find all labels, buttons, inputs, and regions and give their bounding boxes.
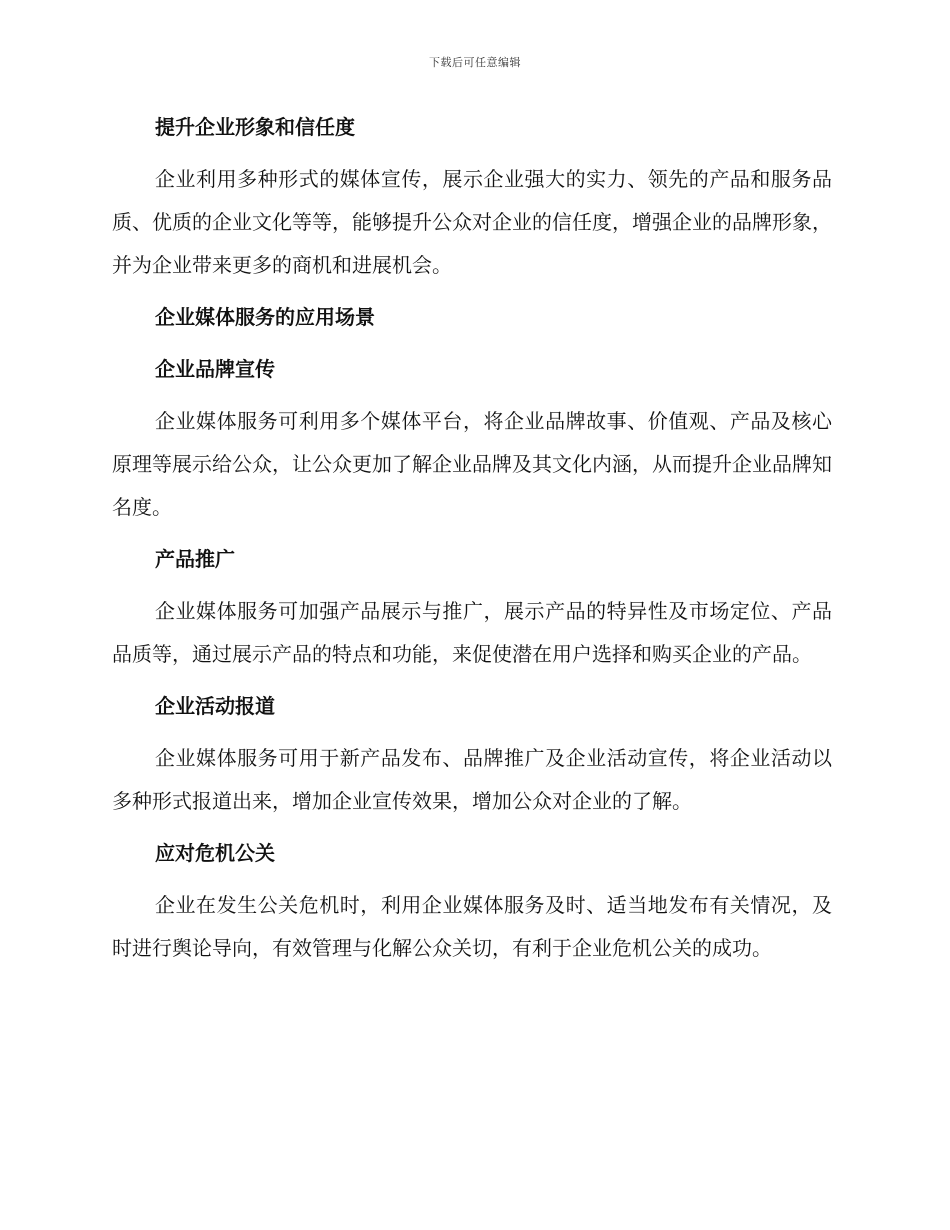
paragraph-brand-promotion: 企业媒体服务可利用多个媒体平台，将企业品牌故事、价值观、产品及核心原理等展示给公众，让公众更加了解企业品牌及其文化内涵，从而提升企业品牌知名度。: [112, 409, 832, 519]
section-heading-crisis-pr: 应对危机公关: [155, 841, 275, 865]
paragraph-product-promotion: 企业媒体服务可加强产品展示与推广，展示产品的特异性及市场定位、产品品质等，通过展示产品的特点和功能，来促使潜在用户选择和购买企业的产品。: [112, 599, 832, 666]
section-heading-application-scenarios: 企业媒体服务的应用场景: [155, 305, 375, 329]
section-heading-brand-promotion: 企业品牌宣传: [155, 357, 275, 381]
paragraph-brand-trust: 企业利用多种形式的媒体宣传，展示企业强大的实力、领先的产品和服务品质、优质的企业文化等等，能够提升公众对企业的信任度，增强企业的品牌形象，并为企业带来更多的商机和进展机会。: [112, 167, 832, 277]
paragraph-event-reporting: 企业媒体服务可用于新产品发布、品牌推广及企业活动宣传，将企业活动以多种形式报道出来，增加企业宣传效果，增加公众对企业的了解。: [112, 746, 832, 813]
section-heading-brand-trust: 提升企业形象和信任度: [155, 115, 355, 139]
document-body: [112, 106, 832, 979]
header-note: 下载后可任意编辑: [429, 56, 521, 69]
section-heading-product-promotion: 产品推广: [155, 547, 235, 571]
section-heading-event-reporting: 企业活动报道: [155, 694, 275, 718]
paragraph-crisis-pr: 企业在发生公关危机时，利用企业媒体服务及时、适当地发布有关情况，及时进行舆论导向，有效管理与化解公众关切，有利于企业危机公关的成功。: [112, 893, 832, 960]
